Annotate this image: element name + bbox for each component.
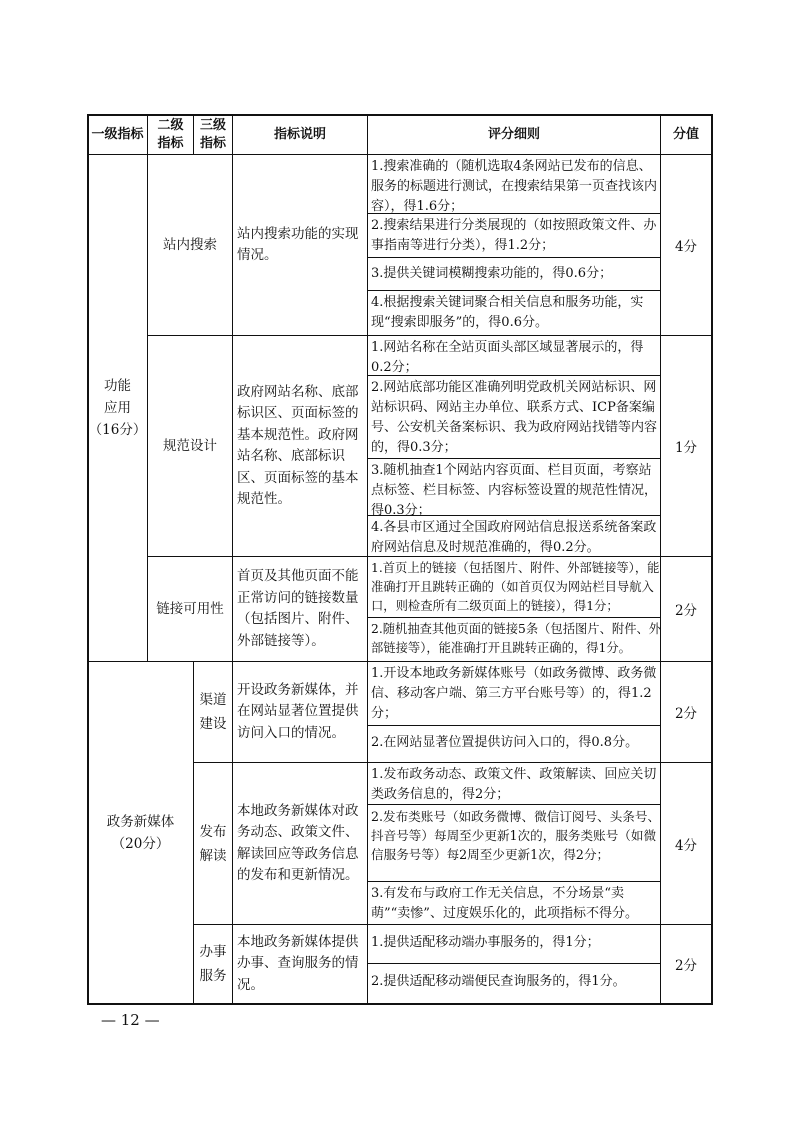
detail-item: 3.随机抽查1个网站内容页面、栏目页面，考察站点标签、栏目标签、内容标签设置的规范性情况，得0.3分； [371,463,658,518]
description-channel-building: 开设政务新媒体，并在网站显著位置提供访问入口的情况。 [237,681,359,741]
description-link-availability: 首页及其他页面不能正常访问的链接数量（包括图片、附件、外部链接等）。 [237,568,359,649]
level3-publish-interpret: 发布解读 [199,823,227,864]
level1-name: 功能应用 [104,378,131,416]
score-affairs-service: 2分 [674,958,698,974]
score-publish-interpret: 4分 [674,837,698,854]
detail-item: 3.提供关键词模糊搜索功能的，得0.6分； [371,266,613,281]
level1-gov-new-media [88,662,193,1003]
detail-item: 2.提供适配移动端便民查询服务的，得1分。 [371,974,626,989]
detail-item: 1.搜索准确的（随机选取4条网站已发布的信息、服务的标题进行测试，在搜索结果第一页查找该内容），得1.6分； [371,159,658,214]
detail-item: 1.首页上的链接（包括图片、附件、外部链接等），能准确打开且跳转正确的（如首页仅为网站栏目导航入口，则检查所有二级页面上的链接），得1分； [371,561,660,613]
description-publish-interpret: 本地政务新媒体对政务动态、政策文件、解读回应等政务信息的发布和更新情况。 [237,802,359,883]
description-site-search: 站内搜索功能的实现情况。 [237,225,359,263]
detail-item: 3.有发布与政府工作无关信息，不分场景“卖萌”“卖惨”、过度娱乐化的，此项指标不得分。 [371,886,638,921]
score-standard-design: 1分 [674,440,698,456]
level3-channel-building: 渠道建设 [199,692,227,732]
header-score: 分值 [672,126,699,142]
detail-item: 4.根据搜索关键词聚合相关信息和服务功能，实现“搜索即服务”的，得0.6分。 [371,295,644,330]
detail-item: 1.发布政务动态、政策文件、政策解读、回应关切类政务信息的，得2分； [371,767,657,802]
detail-item: 2.发布类账号（如政务微博、微信订阅号、头条号、抖音号等）每周至少更新1次的，服务类账号（如微信服务号等）每2周至少更新1次，得2分； [371,809,661,862]
level1-function-app [88,155,147,661]
level2-site-search: 站内搜索 [163,236,217,253]
header-details: 评分细则 [487,126,540,142]
detail-item: 4.各县市区通过全国政府网站信息报送系统备案政府网站信息及时规范准确的，得0.2分。 [371,520,657,555]
detail-item: 2.搜索结果进行分类展现的（如按照政策文件、办事指南等进行分类），得1.2分； [371,218,657,253]
detail-item: 2.随机抽查其他页面的链接5条（包括图片、附件、外部链接等），能准确打开且跳转正确的，得1分。 [371,622,662,655]
detail-item: 2.在网站显著位置提供访问入口的，得0.8分。 [371,735,639,750]
header-level3: 三级指标 [199,117,226,151]
description-affairs-service: 本地政务新媒体提供办事、查询服务的情况。 [237,933,359,993]
level1-points: （20分） [111,835,170,852]
detail-item: 1.提供适配移动端办事服务的，得1分； [371,935,600,950]
score-site-search: 4分 [674,239,698,255]
score-link-availability: 2分 [674,603,698,619]
level2-standard-design: 规范设计 [163,437,217,454]
level1-points: （16分） [88,422,147,438]
header-level2: 二级指标 [157,117,184,151]
level2-link-availability: 链接可用性 [156,600,224,617]
score-channel-building: 2分 [674,706,698,722]
description-standard-design: 政府网站名称、底部标识区、页面标签的基本规范性。政府网站名称、底部标识区、页面标签的基本规范性。 [237,383,359,507]
detail-item: 2.网站底部功能区准确列明党政机关网站标识、网站标识码、网站主办单位、联系方式、ICP备案编号、公安机关备案标识、我为政府网站找错等内容的，得0.3分； [371,380,658,455]
header-level1: 一级指标 [91,126,144,142]
level1-name: 政务新媒体 [106,813,175,830]
detail-item: 1.网站名称在全站页面头部区域显著展示的，得0.2分； [371,340,644,375]
detail-item: 1.开设本地政务新媒体账号（如政务微博、政务微信、移动客户端、第三方平台账号等）的，得1.2分； [371,666,657,721]
page-number: — 12 — [101,1011,160,1029]
header-description: 指标说明 [273,126,326,142]
level3-affairs-service: 办事服务 [199,944,227,984]
